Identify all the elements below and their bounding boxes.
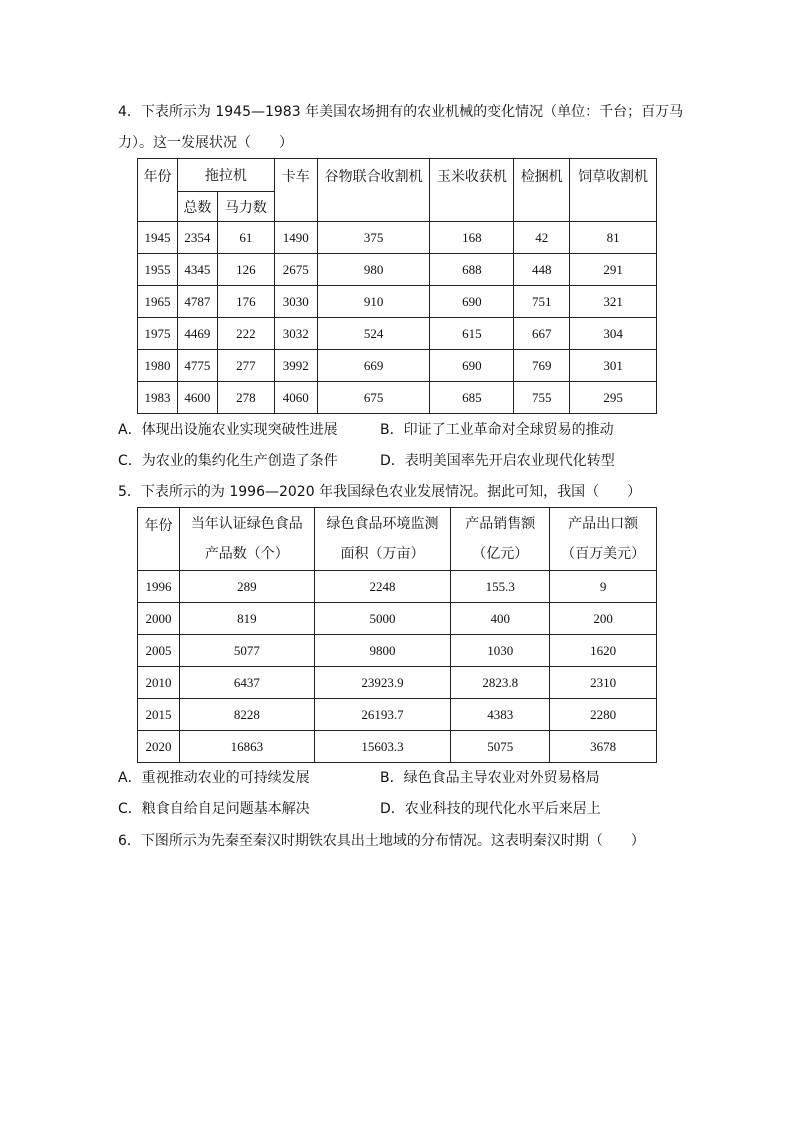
table-row [138, 635, 657, 667]
q4-header-truck: 卡车 [274, 159, 317, 222]
q5-cell: 2310 [550, 667, 657, 699]
q4-cell: 669 [317, 350, 430, 382]
q5-cell: 2280 [550, 699, 657, 731]
q4-cell: 4775 [177, 350, 217, 382]
q4-cell: 176 [217, 286, 274, 318]
q5-stem: 5．下表所示的为 1996—2020 年我国绿色农业发展情况。据此可知，我国（ ） [118, 484, 642, 500]
q4-stem-line2: 力）。这一发展状况（ ） [118, 135, 293, 151]
q5-cell: 23923.9 [314, 667, 451, 699]
q4-table [137, 158, 657, 414]
q5-cell-year: 1996 [138, 571, 180, 603]
q4-cell: 3032 [274, 318, 317, 350]
q5-cell: 8228 [179, 699, 314, 731]
q5-table [137, 507, 657, 763]
q4-cell: 690 [430, 350, 514, 382]
q5-header-export-line2: （百万美元） [561, 546, 646, 562]
q4-cell: 4787 [177, 286, 217, 318]
q5-option-a[interactable]: A．重视推动农业的可持续发展 [118, 770, 310, 786]
q4-cell: 61 [217, 222, 274, 254]
q4-cell: 126 [217, 254, 274, 286]
q4-cell: 980 [317, 254, 430, 286]
q5-option-d[interactable]: D．农业科技的现代化水平后来居上 [380, 801, 601, 817]
q5-option-c[interactable]: C．粮食自给自足问题基本解决 [118, 801, 310, 817]
q5-cell: 26193.7 [314, 699, 451, 731]
q5-cell: 9 [550, 571, 657, 603]
q4-cell: 301 [570, 350, 657, 382]
q4-cell: 690 [430, 286, 514, 318]
q5-cell: 2823.8 [451, 667, 550, 699]
q5-cell: 289 [179, 571, 314, 603]
q4-cell: 1490 [274, 222, 317, 254]
q5-cell: 2248 [314, 571, 451, 603]
q5-header-sales-line2: （亿元） [472, 546, 529, 562]
q5-header-area [314, 508, 451, 571]
table-row [138, 699, 657, 731]
q4-cell: 2675 [274, 254, 317, 286]
q4-header-forage-harvester: 饲草收割机 [570, 159, 657, 222]
q4-cell: 4469 [177, 318, 217, 350]
q4-option-c[interactable]: C．为农业的集约化生产创造了条件 [118, 453, 338, 469]
q4-cell: 667 [514, 318, 570, 350]
table-row [138, 382, 657, 414]
q5-header-sales-line1: 产品销售额 [465, 516, 536, 532]
q4-cell: 278 [217, 382, 274, 414]
q5-cell: 400 [451, 603, 550, 635]
q5-cell: 155.3 [451, 571, 550, 603]
q5-cell-year: 2005 [138, 635, 180, 667]
q5-header-cert-line1: 当年认证绿色食品 [190, 516, 303, 532]
q5-cell-year: 2020 [138, 731, 180, 763]
q4-cell-year: 1945 [138, 222, 178, 254]
q4-cell: 81 [570, 222, 657, 254]
q5-header-export [550, 508, 657, 571]
q4-header-tractor: 拖拉机 [177, 159, 274, 192]
q5-cell: 200 [550, 603, 657, 635]
q5-header-area-line2: 面积（万亩） [340, 546, 425, 562]
q4-cell: 4060 [274, 382, 317, 414]
q4-cell-year: 1975 [138, 318, 178, 350]
q4-cell: 277 [217, 350, 274, 382]
q5-cell: 9800 [314, 635, 451, 667]
q4-cell: 4600 [177, 382, 217, 414]
q5-cell: 1030 [451, 635, 550, 667]
q4-cell: 675 [317, 382, 430, 414]
q5-cell: 3678 [550, 731, 657, 763]
q5-header-year: 年份 [138, 508, 180, 571]
q4-cell: 910 [317, 286, 430, 318]
q5-cell: 5000 [314, 603, 451, 635]
table-row [138, 667, 657, 699]
q4-header-tractor-total: 总数 [177, 192, 217, 222]
q5-cell-year: 2015 [138, 699, 180, 731]
table-row [138, 318, 657, 350]
q4-header-corn-harvester: 玉米收获机 [430, 159, 514, 222]
q4-header-grain-combine: 谷物联合收割机 [317, 159, 430, 222]
q4-option-b[interactable]: B．印证了工业革命对全球贸易的推动 [380, 422, 614, 438]
q5-header-area-line1: 绿色食品环境监测 [326, 516, 439, 532]
q4-cell: 291 [570, 254, 657, 286]
q4-stem-line1: 4．下表所示为 1945—1983 年美国农场拥有的农业机械的变化情况（单位：千台；百万马 [118, 104, 684, 120]
q4-cell: 304 [570, 318, 657, 350]
q4-cell: 4345 [177, 254, 217, 286]
q5-cell: 1620 [550, 635, 657, 667]
q4-cell: 685 [430, 382, 514, 414]
q4-option-d[interactable]: D．表明美国率先开启农业现代化转型 [380, 453, 615, 469]
q4-cell: 751 [514, 286, 570, 318]
table-row [138, 222, 657, 254]
q5-cell: 6437 [179, 667, 314, 699]
q4-header-tractor-hp: 马力数 [217, 192, 274, 222]
q4-option-a[interactable]: A．体现出设施农业实现突破性进展 [118, 422, 338, 438]
q4-cell: 321 [570, 286, 657, 318]
q4-cell: 42 [514, 222, 570, 254]
q4-cell-year: 1983 [138, 382, 178, 414]
q4-cell: 375 [317, 222, 430, 254]
q4-cell: 168 [430, 222, 514, 254]
q4-cell: 3030 [274, 286, 317, 318]
q4-cell: 769 [514, 350, 570, 382]
table-row [138, 603, 657, 635]
q5-header-cert [179, 508, 314, 571]
table-row [138, 286, 657, 318]
q4-cell-year: 1955 [138, 254, 178, 286]
q5-option-b[interactable]: B．绿色食品主导农业对外贸易格局 [380, 770, 600, 786]
q5-cell: 4383 [451, 699, 550, 731]
q5-cell-year: 2010 [138, 667, 180, 699]
q4-cell: 222 [217, 318, 274, 350]
q5-cell: 15603.3 [314, 731, 451, 763]
q5-cell: 819 [179, 603, 314, 635]
table-row [138, 731, 657, 763]
q4-header-baler: 检捆机 [514, 159, 570, 222]
q4-cell: 448 [514, 254, 570, 286]
q5-cell-year: 2000 [138, 603, 180, 635]
q5-header-cert-line2: 产品数（个） [204, 546, 289, 562]
table-row [138, 350, 657, 382]
q5-header-export-line1: 产品出口额 [568, 516, 639, 532]
q4-cell: 2354 [177, 222, 217, 254]
table-row [138, 254, 657, 286]
q4-cell: 295 [570, 382, 657, 414]
q4-cell: 688 [430, 254, 514, 286]
q5-cell: 5077 [179, 635, 314, 667]
q5-cell: 16863 [179, 731, 314, 763]
table-row [138, 571, 657, 603]
q6-stem: 6．下图所示为先秦至秦汉时期铁农具出土地域的分布情况。这表明秦汉时期（ ） [118, 833, 645, 849]
q5-cell: 5075 [451, 731, 550, 763]
q4-cell: 524 [317, 318, 430, 350]
q4-cell: 755 [514, 382, 570, 414]
q4-header-year: 年份 [138, 159, 178, 222]
q4-cell: 3992 [274, 350, 317, 382]
q4-cell: 615 [430, 318, 514, 350]
q5-header-sales [451, 508, 550, 571]
q4-cell-year: 1965 [138, 286, 178, 318]
q4-cell-year: 1980 [138, 350, 178, 382]
